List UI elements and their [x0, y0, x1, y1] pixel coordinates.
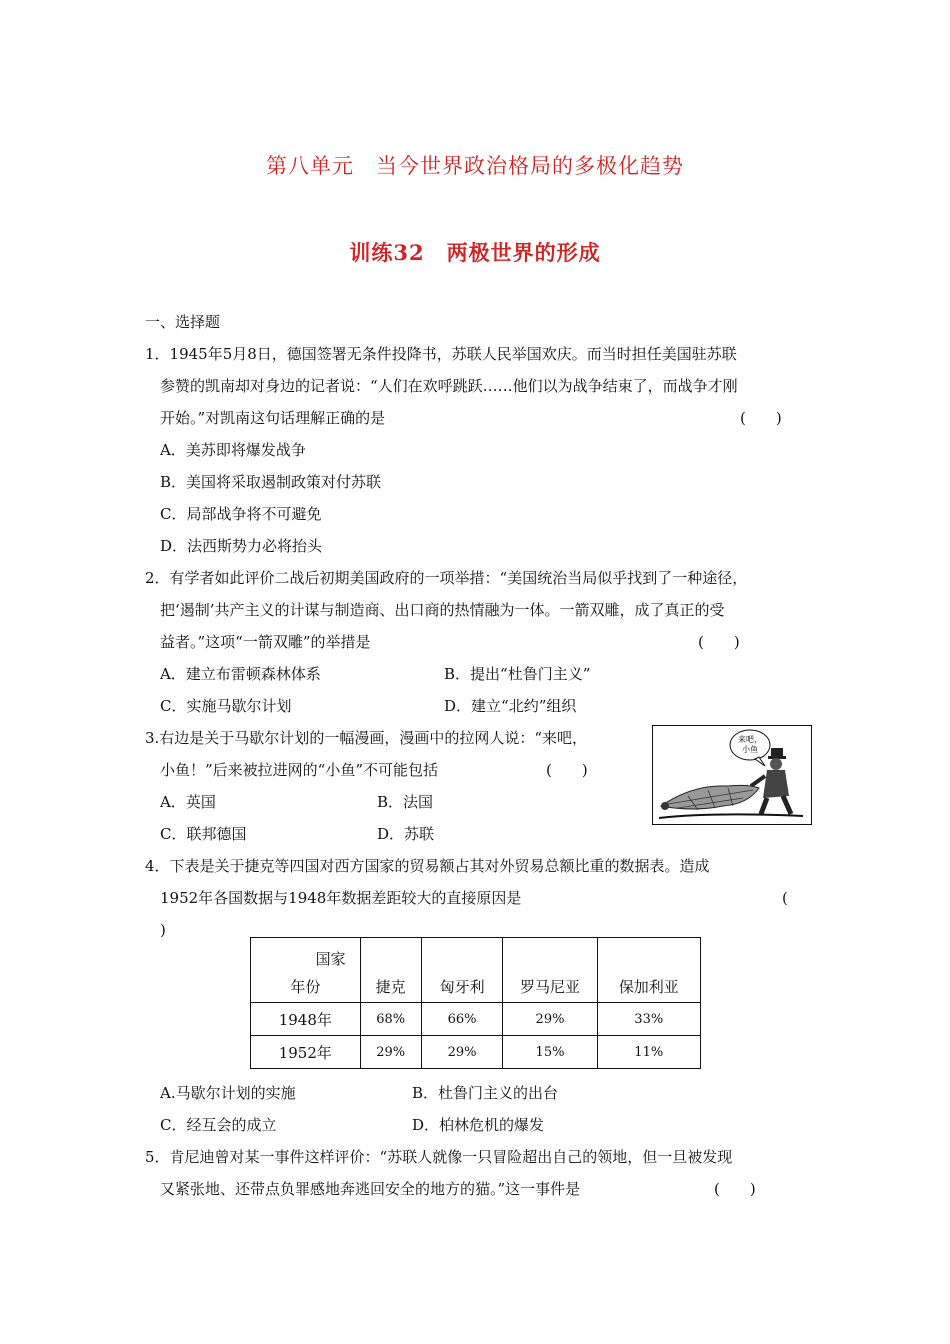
q1-answer-blank: ( ) [740, 409, 782, 427]
q2-option-c: C．实施马歇尔计划 [160, 697, 292, 715]
table-header-cell: 捷克 [360, 971, 421, 1003]
table-header-cell: 匈牙利 [421, 971, 503, 1003]
table-cell: 15% [503, 1036, 597, 1069]
table-cell: 33% [597, 1003, 700, 1036]
q5-line1: 5．肯尼迪曾对某一事件这样评价：“苏联人就像一只冒险超出自己的领地，但一旦被发现 [145, 1148, 733, 1166]
table-row [251, 1003, 701, 1036]
table-corner-top: 国家 [251, 938, 361, 971]
table-year-cell: 1952年 [251, 1036, 361, 1069]
q2-line2: 把‘遏制’共产主义的计谋与制造商、出口商的热情融为一体。一箭双雕，成了真正的受 [160, 601, 725, 619]
q2-option-d: D．建立“北约”组织 [444, 697, 577, 715]
q4-option-d: D．柏林危机的爆发 [412, 1116, 545, 1134]
q2-line1: 2．有学者如此评价二战后初期美国政府的一项举措：“美国统治当局似乎找到了一种途径， [145, 569, 748, 587]
table-cell: 11% [597, 1036, 700, 1069]
trade-data-table [250, 937, 701, 1069]
q4-line1: 4．下表是关于捷克等四国对西方国家的贸易额占其对外贸易总额比重的数据表。造成 [145, 857, 710, 875]
q1-line1: 1．1945年5月8日，德国签署无条件投降书，苏联人民举国欢庆。而当时担任美国驻苏联 [145, 345, 737, 363]
q2-answer-blank: ( ) [698, 633, 740, 651]
table-cell: 68% [360, 1003, 421, 1036]
ground-line [659, 814, 803, 818]
bubble-text-1: 来吧， [738, 735, 762, 744]
q3-option-c: C．联邦德国 [160, 825, 247, 843]
q4-line2: 1952年各国数据与1948年数据差距较大的直接原因是 [160, 889, 522, 907]
q1-option-a: A．美苏即将爆发战争 [160, 441, 306, 459]
table-cell: 66% [421, 1003, 503, 1036]
q5-answer-blank: ( ) [714, 1180, 756, 1198]
q1-option-c: C．局部战争将不可避免 [160, 505, 322, 523]
q3-option-a: A．英国 [160, 793, 216, 811]
table-cell: 29% [503, 1003, 597, 1036]
q4-option-b: B．杜鲁门主义的出台 [412, 1084, 559, 1102]
q3-option-b: B．法国 [377, 793, 434, 811]
q2-option-a: A．建立布雷顿森林体系 [160, 665, 321, 683]
q4-blank-open: ( [782, 889, 788, 907]
q4-option-a: A.马歇尔计划的实施 [160, 1084, 296, 1102]
table-row [251, 1036, 701, 1069]
q3-line1: 3.右边是关于马歇尔计划的一幅漫画，漫画中的拉网人说：“来吧， [145, 729, 587, 747]
q4-option-c: C．经互会的成立 [160, 1116, 277, 1134]
q3-line2: 小鱼！”后来被拉进网的“小鱼”不可能包括 [160, 761, 439, 779]
q3-option-d: D．苏联 [377, 825, 435, 843]
bubble-text-2: 小鱼 [742, 745, 758, 754]
table-header-cell: 罗马尼亚 [503, 971, 597, 1003]
q3-answer-blank: ( ) [546, 761, 588, 779]
marshall-plan-cartoon [652, 725, 812, 825]
q1-option-b: B．美国将采取遏制政策对付苏联 [160, 473, 382, 491]
lesson-title: 训练32 两极世界的形成 [349, 240, 601, 265]
q1-line3: 开始。”对凯南这句话理解正确的是 [160, 409, 386, 427]
table-header-cell: 保加利亚 [597, 971, 700, 1003]
q2-option-b: B．提出“杜鲁门主义” [444, 665, 591, 683]
q4-blank-close: ) [160, 921, 166, 939]
table-corner-bottom: 年份 [251, 971, 361, 1003]
q1-option-d: D．法西斯势力必将抬头 [160, 537, 323, 555]
q1-line2: 参赞的凯南却对身边的记者说：“人们在欢呼跳跃……他们以为战争结束了，而战争才刚 [160, 377, 738, 395]
q2-line3: 益者。”这项“一箭双雕”的举措是 [160, 633, 371, 651]
table-year-cell: 1948年 [251, 1003, 361, 1036]
table-cell: 29% [421, 1036, 503, 1069]
unit-title: 第八单元 当今世界政治格局的多极化趋势 [266, 154, 684, 178]
q5-line2: 又紧张地、还带点负罪感地奔逃回安全的地方的猫。”这一事件是 [160, 1180, 581, 1198]
section-heading: 一、选择题 [145, 313, 221, 331]
cartoon-drawing [653, 726, 811, 824]
table-cell: 29% [360, 1036, 421, 1069]
